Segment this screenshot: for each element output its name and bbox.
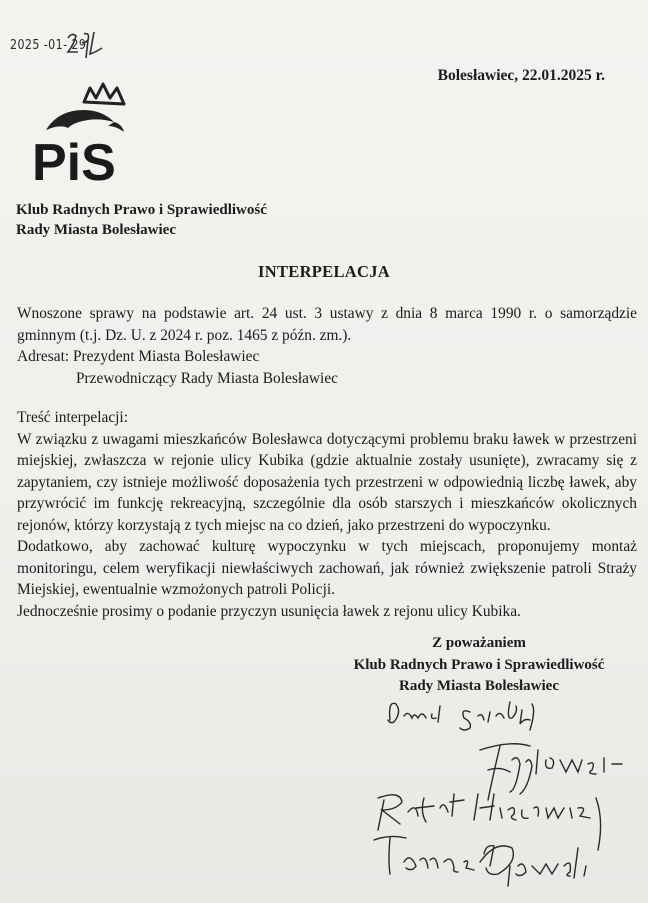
legal-basis-paragraph: Wnoszone sprawy na podstawie art. 24 ust. 3 ustawy z dnia 8 marca 1990 r. o samorządzie gminnym (t.j. Dz. U. z 2024 r. poz. 1465 z późn. zm.). (17, 305, 637, 344)
place-and-date: Bolesławiec, 22.01.2025 r. (437, 67, 605, 84)
logo-text: PiS (32, 134, 116, 190)
signature-4 (374, 836, 586, 886)
document-title: INTERPELACJA (258, 262, 390, 281)
signature-1 (388, 702, 534, 730)
stamp-date: 2025 -01- 29 (10, 38, 87, 53)
signature-3 (378, 794, 601, 850)
addressee-line-2: Przewodniczący Rady Miasta Bolesławiec (76, 370, 338, 387)
signature-2 (480, 744, 622, 800)
content-paragraph-1: W związku z uwagami mieszkańców Bolesławca dotyczącymi problemu braku ławek w przestrzeni miejskiej, zwłaszcza w rejonie ulicy Kubika (gdzie aktualnie zostały usunięte), zwracamy się z zapytaniem, czy istnieje możliwość doposażenia tych przestrzeni w odpowiednią liczbę ławek, aby przywrócić im funkcję rekreacyjną, szczególnie dla osób starszych i mieszkańców okolicznych rejonów, którzy korzystają z tych miejsc na co dzień, jako przestrzeni do wypoczynku. (17, 430, 637, 534)
handwritten-stamp-mark (62, 30, 106, 64)
content-heading: Treść interpelacji: (17, 409, 128, 426)
org-line-2: Rady Miasta Bolesławiec (16, 222, 176, 238)
pis-logo (28, 80, 158, 190)
closing-org-line-2: Rady Miasta Bolesławiec (399, 678, 559, 694)
content-paragraph-2: Dodatkowo, aby zachować kulturę wypoczynku w tych miejscach, proponujemy montaż monitoringu, celem weryfikacji niewłaściwych zachowań, jak również zwiększenie patroli Straży Miejskiej, ewentualnie wzmożonych patroli Policji. (17, 538, 637, 598)
content-paragraph-3: Jednocześnie prosimy o podanie przyczyn usunięcia ławek z rejonu ulicy Kubika. (17, 602, 521, 620)
interpellation-content (17, 407, 637, 622)
handwritten-signatures (360, 690, 630, 900)
closing-block (0, 633, 648, 698)
organization-name (16, 200, 267, 240)
org-line-1: Klub Radnych Prawo i Sprawiedliwość (16, 202, 267, 218)
addressee-line-1: Adresat: Prezydent Miasta Bolesławiec (17, 348, 260, 365)
closing-org-line-1: Klub Radnych Prawo i Sprawiedliwość (353, 656, 605, 673)
closing-greeting: Z poważaniem (432, 635, 526, 651)
